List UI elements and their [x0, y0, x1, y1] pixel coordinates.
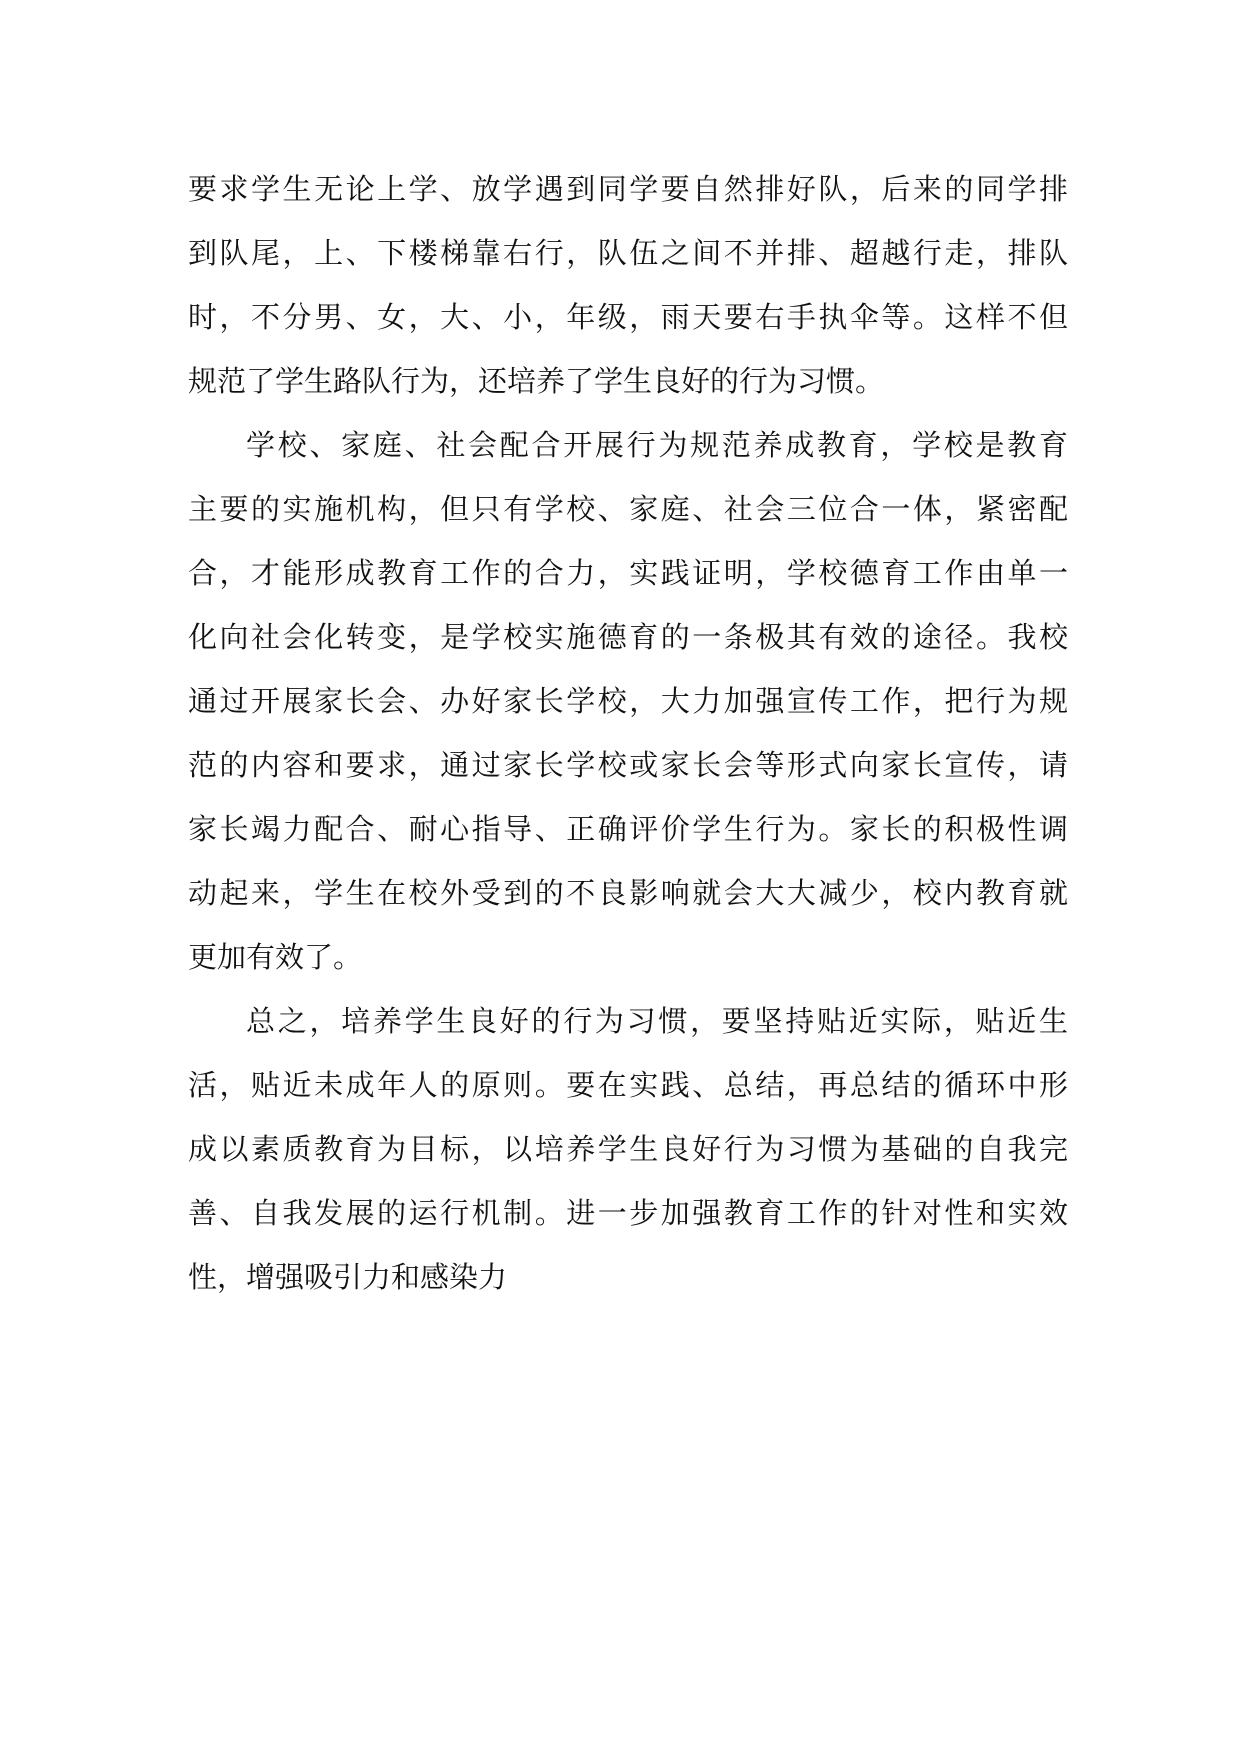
paragraph-2-line-9: 更加有效了。 — [188, 940, 363, 974]
paragraph-2-line-7: 家长竭力配合、耐心指导、正确评价学生行为。家长的积极性调 — [188, 812, 1068, 846]
paragraph-3-line-3: 成以素质教育为目标，以培养学生良好行为习惯为基础的自我完 — [188, 1132, 1068, 1166]
paragraph-2-line-3: 合，才能形成教育工作的合力，实践证明，学校德育工作由单一 — [188, 556, 1068, 590]
paragraph-2-line-5: 通过开展家长会、办好家长学校，大力加强宣传工作，把行为规 — [188, 684, 1068, 718]
paragraph-1-line-2: 到队尾，上、下楼梯靠右行，队伍之间不并排、超越行走，排队 — [188, 236, 1068, 270]
document-body — [188, 157, 1068, 1309]
paragraph-2-line-1: 学校、家庭、社会配合开展行为规范养成教育，学校是教育 — [246, 428, 1068, 462]
paragraph-3-line-2: 活，贴近未成年人的原则。要在实践、总结，再总结的循环中形 — [188, 1068, 1068, 1102]
paragraph-1-line-1: 要求学生无论上学、放学遇到同学要自然排好队，后来的同学排 — [188, 172, 1068, 206]
paragraph-3-line-5: 性，增强吸引力和感染力 — [188, 1260, 508, 1294]
paragraph-2-line-6: 范的内容和要求，通过家长学校或家长会等形式向家长宣传，请 — [188, 748, 1068, 782]
paragraph-3-line-4: 善、自我发展的运行机制。进一步加强教育工作的针对性和实效 — [188, 1196, 1068, 1230]
paragraph-2-line-4: 化向社会化转变，是学校实施德育的一条极其有效的途径。我校 — [188, 620, 1068, 654]
paragraph-1-line-3: 时，不分男、女，大、小，年级，雨天要右手执伞等。这样不但 — [188, 300, 1068, 334]
paragraph-3-line-1: 总之，培养学生良好的行为习惯，要坚持贴近实际，贴近生 — [246, 1004, 1068, 1038]
paragraph-2-line-8: 动起来，学生在校外受到的不良影响就会大大减少，校内教育就 — [188, 876, 1068, 910]
paragraph-2-line-2: 主要的实施机构，但只有学校、家庭、社会三位合一体，紧密配 — [188, 492, 1068, 526]
paragraph-1-line-4: 规范了学生路队行为，还培养了学生良好的行为习惯。 — [188, 364, 885, 398]
